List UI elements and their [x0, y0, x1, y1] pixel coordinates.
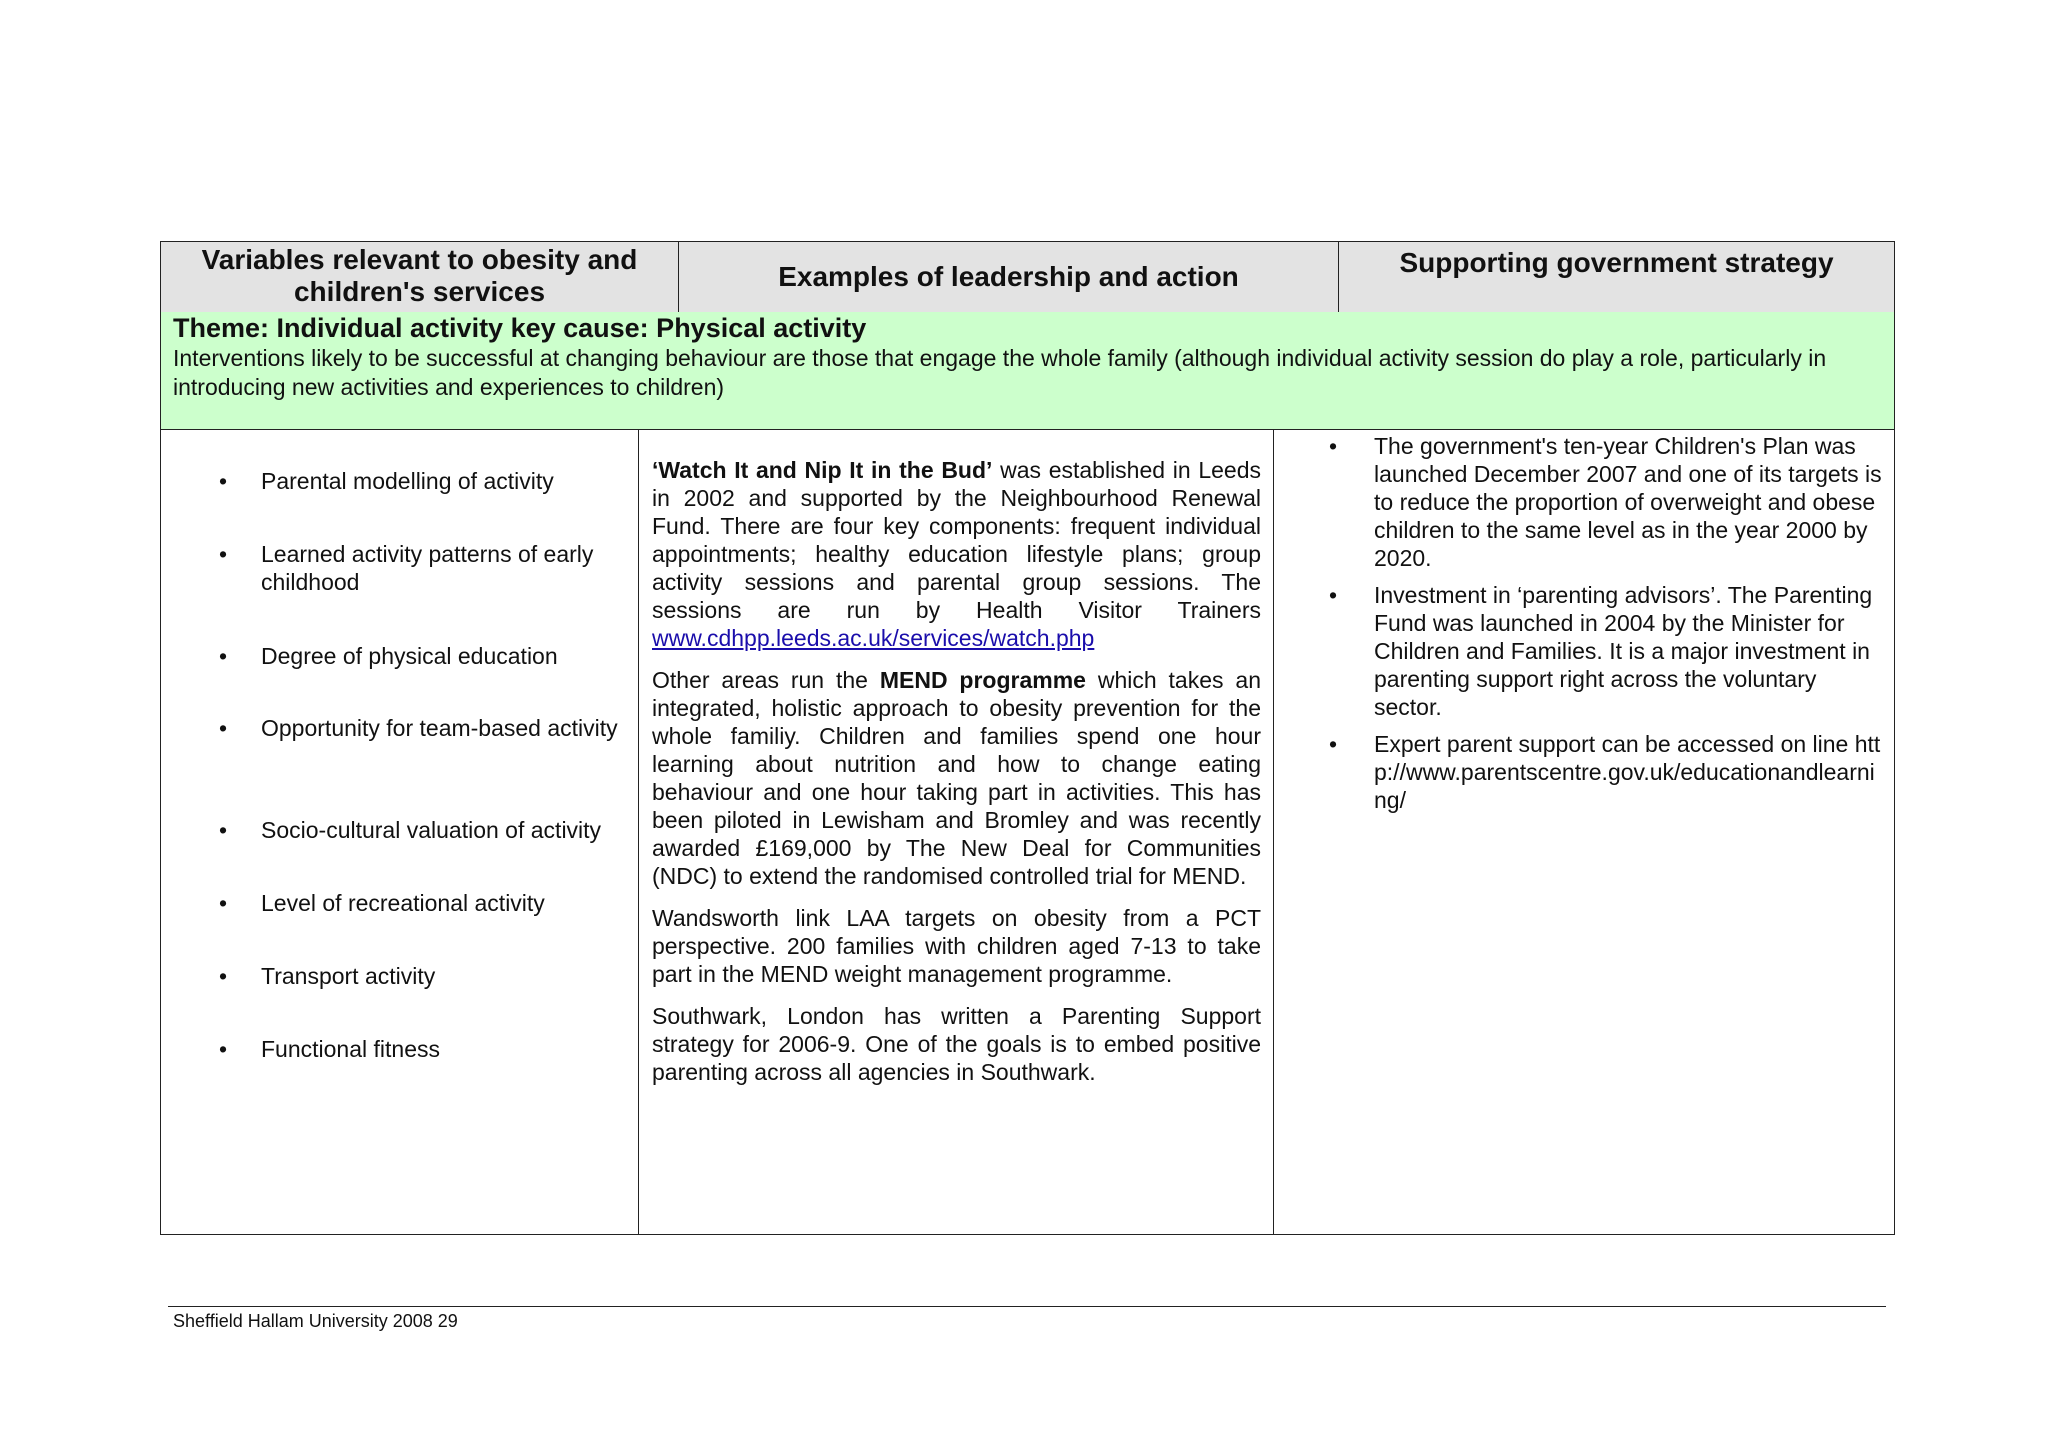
bullet-icon: •	[219, 890, 228, 916]
table-header-row	[161, 242, 1894, 313]
bullet-icon: •	[219, 963, 228, 989]
strategy-text: The government's ten-year Children's Plan was launched December 2007 and one of its targets is to reduce the proportion of overweight and obese children to the same level as in the year 2000 by 2020.	[1374, 433, 1882, 571]
theme-row	[161, 312, 1894, 430]
list-item	[1274, 730, 1882, 814]
example-wandsworth: Wandsworth link LAA targets on obesity from a PCT perspective. 200 families with children aged 7-13 to take part in the MEND weight management programme.	[652, 905, 1261, 987]
examples-column	[639, 430, 1274, 1234]
variables-column	[161, 430, 639, 1234]
programme-name: MEND programme	[879, 667, 1086, 693]
variable-text: Socio-cultural valuation of activity	[261, 817, 602, 843]
programme-name: ‘Watch It and Nip It in the Bud’	[652, 457, 993, 483]
theme-description: Interventions likely to be successful at changing behaviour are those that engage the whole family (although individual activity session do play a role, particularly in introducing new activities and experiences to children)	[173, 345, 1827, 400]
page-footer: Sheffield Hallam University 2008 29	[173, 1311, 458, 1331]
strategy-table	[160, 241, 1895, 1235]
strategy-text: Investment in ‘parenting advisors’. The Parenting Fund was launched in 2004 by the Minister for Children and Families. It is a major investment in parenting support right across the voluntary sector.	[1374, 582, 1873, 720]
bullet-icon: •	[219, 715, 228, 741]
example-text: was established in Leeds in 2002 and supported by the Neighbourhood Renewal Fund. There are four key components: frequent individual appointments; healthy education lifestyle plans; group activity sessions and parental group sessions. The sessions are run by Health Visitor Trainers	[652, 457, 1261, 623]
variable-text: Opportunity for team-based activity	[261, 715, 618, 741]
header-examples: Examples of leadership and action	[679, 242, 1339, 312]
example-text: which takes an integrated, holistic approach to obesity prevention for the whole familiy. Children and families spend one hour learning about nutrition and how to change eating behaviour and one hour taking part in activities. This has been piloted in Lewisham and Bromley and was recently awarded £169,000 by The New Deal for Communities (NDC) to extend the randomised controlled trial for MEND.	[652, 667, 1261, 889]
bullet-icon: •	[219, 541, 228, 567]
example-watch-it	[652, 456, 1261, 652]
header-strategy: Supporting government strategy	[1399, 247, 1834, 278]
bullet-icon: •	[1329, 433, 1338, 459]
variable-text: Degree of physical education	[261, 643, 558, 669]
footer-divider	[168, 1306, 1886, 1307]
example-southwark: Southwark, London has written a Parenting Support strategy for 2006-9. One of the goals is to embed positive parenting across all agencies in Southwark.	[652, 1003, 1261, 1085]
bullet-icon: •	[1329, 582, 1338, 608]
strategy-text: Expert parent support can be accessed on line	[1374, 731, 1855, 757]
variable-text: Functional fitness	[261, 1036, 440, 1062]
bullet-icon: •	[219, 643, 228, 669]
bullet-icon: •	[219, 1036, 228, 1062]
variable-text: Transport activity	[261, 963, 436, 989]
bullet-icon: •	[1329, 731, 1338, 757]
strategy-column	[1274, 430, 1894, 1234]
list-item	[1274, 581, 1882, 721]
variable-text: Level of recreational activity	[261, 890, 545, 916]
variable-text: Learned activity patterns of early childhood	[261, 541, 594, 595]
bullet-icon: •	[219, 817, 228, 843]
bullet-icon: •	[219, 468, 228, 494]
theme-title: Theme: Individual activity key cause: Physical activity	[173, 313, 867, 343]
header-variables: Variables relevant to obesity and children's services	[161, 242, 679, 312]
list-item	[1274, 432, 1882, 572]
strategy-list	[1274, 432, 1882, 814]
example-mend	[652, 666, 1261, 890]
parentscentre-url: http://www.parentscentre.gov.uk/educationandlearning/	[1374, 731, 1881, 813]
variable-text: Parental modelling of activity	[261, 468, 554, 494]
watch-it-link[interactable]: www.cdhpp.leeds.ac.uk/services/watch.php	[652, 625, 1095, 651]
example-text: Other areas run the	[652, 667, 880, 693]
